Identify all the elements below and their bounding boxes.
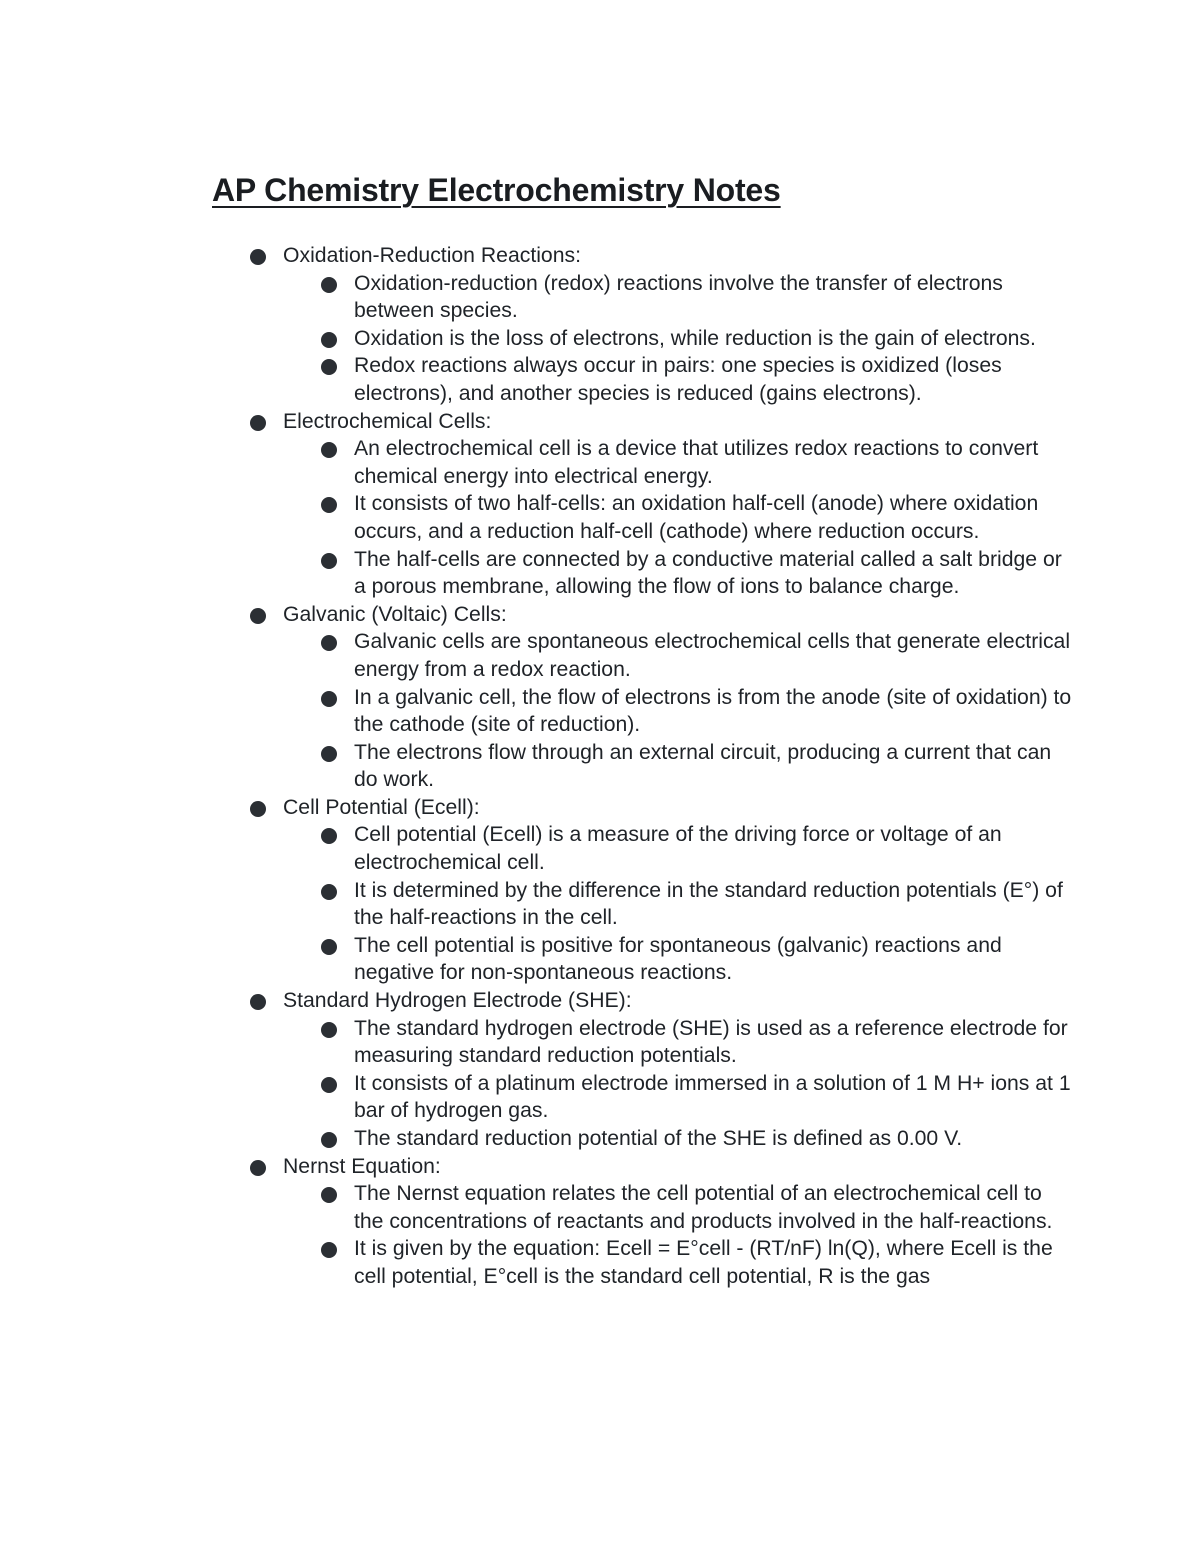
section-heading: Galvanic (Voltaic) Cells: [283, 602, 507, 626]
bullet-icon [321, 884, 337, 900]
point-text: In a galvanic cell, the flow of electrons is from the anode (site of oxidation) to the cathode (site of reduction). [354, 685, 1072, 737]
bullet-icon [321, 1132, 337, 1148]
section-points [212, 1180, 1072, 1290]
point-text: The standard hydrogen electrode (SHE) is used as a reference electrode for measuring standard reduction potentials. [354, 1016, 1068, 1068]
bullet-icon [321, 553, 337, 569]
section-heading: Nernst Equation: [283, 1154, 441, 1178]
list-item [283, 821, 1072, 876]
list-item [283, 1180, 1072, 1235]
bullet-icon [321, 828, 337, 844]
bullet-icon [321, 939, 337, 955]
bullet-icon [321, 746, 337, 762]
list-item [283, 684, 1072, 739]
section-points [212, 1015, 1072, 1153]
outline-section [212, 242, 1072, 408]
point-text: Cell potential (Ecell) is a measure of the driving force or voltage of an electrochemical cell. [354, 823, 1002, 875]
list-item [283, 435, 1072, 490]
list-item [283, 628, 1072, 683]
point-text: The cell potential is positive for spontaneous (galvanic) reactions and negative for non-spontaneous reactions. [354, 933, 1002, 985]
bullet-icon [321, 442, 337, 458]
document-title: AP Chemistry Electrochemistry Notes [212, 172, 781, 208]
bullet-icon [250, 249, 266, 265]
bullet-icon [321, 635, 337, 651]
section-points [212, 628, 1072, 794]
outline-section [212, 987, 1072, 1153]
point-text: The standard reduction potential of the SHE is defined as 0.00 V. [354, 1127, 963, 1150]
bullet-icon [250, 1160, 266, 1176]
bullet-icon [321, 1242, 337, 1258]
point-text: Galvanic cells are spontaneous electrochemical cells that generate electrical energy from a redox reaction. [354, 630, 1071, 681]
bullet-icon [321, 497, 337, 513]
list-item [283, 546, 1072, 601]
point-text: The half-cells are connected by a conductive material called a salt bridge or a porous membrane, allowing the flow of ions to balance charge. [354, 547, 1062, 599]
outline-section [212, 794, 1072, 987]
bullet-icon [321, 1187, 337, 1203]
bullet-icon [321, 691, 337, 707]
section-points [212, 270, 1072, 408]
bullet-icon [321, 359, 337, 375]
list-item [283, 1015, 1072, 1070]
outline-section [212, 1153, 1072, 1291]
section-points [212, 821, 1072, 987]
notes-outline [212, 242, 1072, 1291]
point-text: Redox reactions always occur in pairs: one species is oxidized (loses electrons), and another species is reduced (gains electrons). [354, 354, 1002, 405]
outline-section [212, 601, 1072, 794]
bullet-icon [321, 277, 337, 293]
point-text: It is determined by the difference in the standard reduction potentials (E°) of the half-reactions in the cell. [354, 878, 1063, 930]
outline-section [212, 408, 1072, 601]
bullet-icon [250, 801, 266, 817]
list-item [283, 352, 1072, 407]
bullet-icon [250, 415, 266, 431]
list-item [283, 932, 1072, 987]
list-item [283, 490, 1072, 545]
section-points [212, 435, 1072, 601]
point-text: It consists of a platinum electrode immersed in a solution of 1 M H+ ions at 1 bar of hydrogen gas. [354, 1071, 1071, 1123]
point-text: The Nernst equation relates the cell potential of an electrochemical cell to the concentrations of reactants and products involved in the half-reactions. [354, 1182, 1053, 1233]
list-item [283, 1235, 1072, 1290]
list-item [283, 1070, 1072, 1125]
list-item [283, 1125, 1072, 1153]
list-item [283, 877, 1072, 932]
list-item [283, 325, 1072, 353]
bullet-icon [321, 1077, 337, 1093]
point-text: An electrochemical cell is a device that utilizes redox reactions to convert chemical energy into electrical energy. [354, 437, 1039, 488]
section-heading: Standard Hydrogen Electrode (SHE): [283, 989, 632, 1013]
point-text: Oxidation is the loss of electrons, while reduction is the gain of electrons. [354, 326, 1036, 350]
point-text: The electrons flow through an external circuit, producing a current that can do work. [354, 740, 1052, 792]
bullet-icon [321, 1022, 337, 1038]
section-heading: Oxidation-Reduction Reactions: [283, 244, 581, 267]
point-text: It is given by the equation: Ecell = E°cell - (RT/nF) ln(Q), where Ecell is the cell potential, E°cell is the standard cell potential, R is the gas [354, 1237, 1053, 1288]
list-item [283, 270, 1072, 325]
bullet-icon [250, 994, 266, 1010]
bullet-icon [321, 332, 337, 348]
point-text: It consists of two half-cells: an oxidation half-cell (anode) where oxidation occurs, and a reduction half-cell (cathode) where reduction occurs. [354, 492, 1039, 543]
document-page [212, 168, 1072, 1291]
bullet-icon [250, 608, 266, 624]
section-heading: Cell Potential (Ecell): [283, 795, 480, 819]
list-item [283, 739, 1072, 794]
point-text: Oxidation-reduction (redox) reactions involve the transfer of electrons between species. [354, 271, 1003, 323]
section-heading: Electrochemical Cells: [283, 409, 492, 433]
